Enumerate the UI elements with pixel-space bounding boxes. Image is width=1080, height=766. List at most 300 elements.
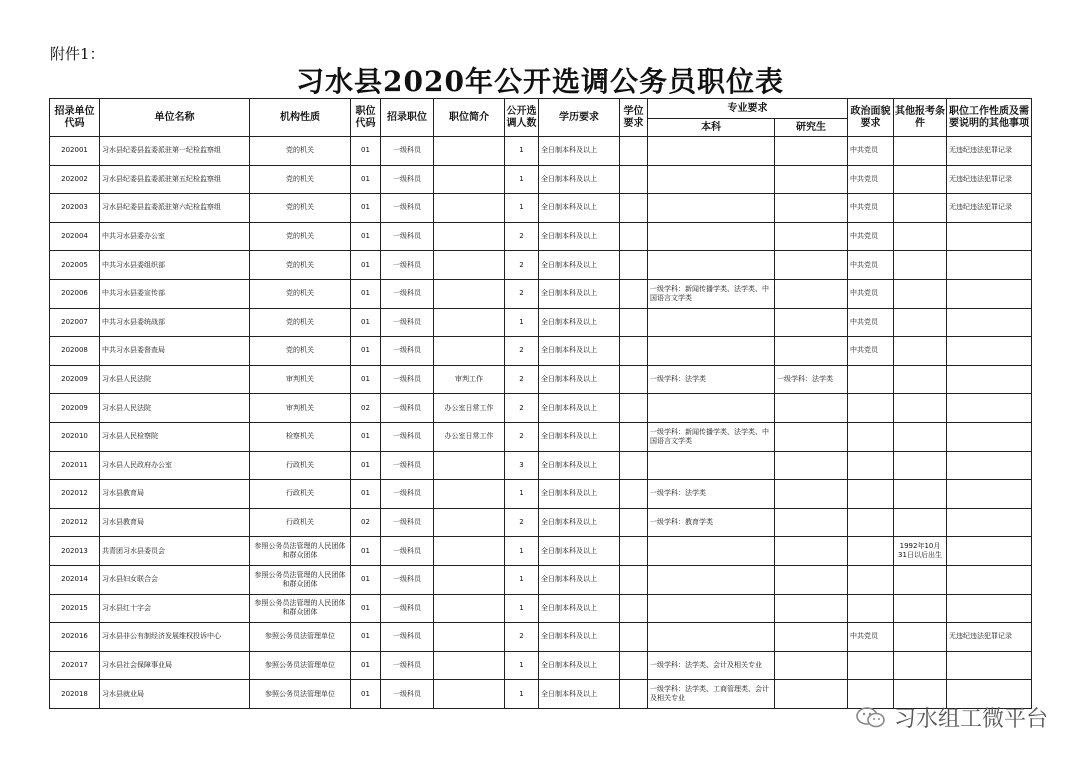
political-cell: 中共党员 <box>848 165 894 194</box>
degree-cell <box>620 537 648 566</box>
table-row <box>50 137 1032 166</box>
major-graduate-cell: 一级学科：法学类 <box>775 365 848 394</box>
political-cell: 中共党员 <box>848 308 894 337</box>
org-type-cell: 党的机关 <box>250 137 351 166</box>
major-bachelor-cell: 一级学科：教育学类 <box>648 508 775 537</box>
table-row <box>50 222 1032 251</box>
table-row <box>50 422 1032 451</box>
header-major: 专业要求 <box>648 99 848 119</box>
count-cell: 2 <box>505 623 539 652</box>
attachment-label: 附件1： <box>50 45 105 63</box>
post-code-cell: 01 <box>351 451 381 480</box>
degree-cell <box>620 137 648 166</box>
org-type-cell: 党的机关 <box>250 222 351 251</box>
post-code-cell: 01 <box>351 165 381 194</box>
table-row <box>50 508 1032 537</box>
notes-cell <box>947 251 1032 280</box>
other-conditions-cell <box>894 480 947 509</box>
major-bachelor-cell <box>648 222 775 251</box>
post-intro-cell <box>434 565 505 594</box>
major-bachelor-cell <box>648 165 775 194</box>
unit-code-cell: 202003 <box>50 194 100 223</box>
post-cell: 一级科员 <box>381 451 434 480</box>
header-other-conditions: 其他报考条件 <box>894 99 947 137</box>
unit-code-cell: 202007 <box>50 308 100 337</box>
unit-code-cell: 202002 <box>50 165 100 194</box>
other-conditions-cell <box>894 365 947 394</box>
org-type-cell: 参照公务员法管理的人民团体和群众团体 <box>250 594 351 623</box>
unit-name-cell: 中共习水县委组织部 <box>100 251 250 280</box>
post-intro-cell <box>434 279 505 308</box>
post-intro-cell <box>434 680 505 709</box>
table-row <box>50 394 1032 423</box>
notes-cell: 无违纪违法犯罪记录 <box>947 137 1032 166</box>
org-type-cell: 行政机关 <box>250 480 351 509</box>
major-bachelor-cell <box>648 451 775 480</box>
table-row <box>50 480 1032 509</box>
org-type-cell: 党的机关 <box>250 251 351 280</box>
degree-cell <box>620 337 648 366</box>
major-graduate-cell <box>775 251 848 280</box>
table-row <box>50 337 1032 366</box>
header-post-code: 职位代码 <box>351 99 381 137</box>
education-cell: 全日制本科及以上 <box>539 565 620 594</box>
count-cell: 1 <box>505 137 539 166</box>
post-intro-cell <box>434 251 505 280</box>
watermark-text: 习水组工微平台 <box>893 707 1048 732</box>
count-cell: 1 <box>505 480 539 509</box>
other-conditions-cell <box>894 422 947 451</box>
post-code-cell: 01 <box>351 365 381 394</box>
notes-cell <box>947 394 1032 423</box>
unit-name-cell: 中共习水县委宣传部 <box>100 279 250 308</box>
count-cell: 3 <box>505 451 539 480</box>
post-cell: 一级科员 <box>381 623 434 652</box>
unit-name-cell: 习水县纪委县监委派驻第五纪检监察组 <box>100 165 250 194</box>
education-cell: 全日制本科及以上 <box>539 594 620 623</box>
post-intro-cell <box>434 137 505 166</box>
post-code-cell: 01 <box>351 337 381 366</box>
notes-cell <box>947 337 1032 366</box>
org-type-cell: 审判机关 <box>250 394 351 423</box>
degree-cell <box>620 508 648 537</box>
count-cell: 2 <box>505 365 539 394</box>
degree-cell <box>620 308 648 337</box>
political-cell: 中共党员 <box>848 222 894 251</box>
table-row <box>50 251 1032 280</box>
degree-cell <box>620 680 648 709</box>
org-type-cell: 党的机关 <box>250 308 351 337</box>
org-type-cell: 参照公务员法管理单位 <box>250 623 351 652</box>
post-intro-cell <box>434 537 505 566</box>
education-cell: 全日制本科及以上 <box>539 279 620 308</box>
other-conditions-cell <box>894 165 947 194</box>
header-education: 学历要求 <box>539 99 620 137</box>
post-cell: 一级科员 <box>381 222 434 251</box>
major-bachelor-cell <box>648 194 775 223</box>
major-bachelor-cell: 一级学科：法学类 <box>648 480 775 509</box>
count-cell: 1 <box>505 194 539 223</box>
unit-name-cell: 习水县人民检察院 <box>100 422 250 451</box>
education-cell: 全日制本科及以上 <box>539 251 620 280</box>
notes-cell <box>947 594 1032 623</box>
degree-cell <box>620 565 648 594</box>
political-cell <box>848 594 894 623</box>
post-code-cell: 01 <box>351 565 381 594</box>
degree-cell <box>620 623 648 652</box>
notes-cell <box>947 565 1032 594</box>
political-cell <box>848 451 894 480</box>
table-row <box>50 651 1032 680</box>
count-cell: 1 <box>505 680 539 709</box>
other-conditions-cell: 1992年10月31日以后出生 <box>894 537 947 566</box>
org-type-cell: 党的机关 <box>250 279 351 308</box>
table-row <box>50 451 1032 480</box>
education-cell: 全日制本科及以上 <box>539 137 620 166</box>
post-code-cell: 01 <box>351 537 381 566</box>
major-graduate-cell <box>775 623 848 652</box>
unit-code-cell: 202009 <box>50 365 100 394</box>
political-cell: 中共党员 <box>848 337 894 366</box>
post-cell: 一级科员 <box>381 508 434 537</box>
post-cell: 一级科员 <box>381 308 434 337</box>
post-code-cell: 01 <box>351 308 381 337</box>
post-code-cell: 01 <box>351 651 381 680</box>
post-code-cell: 01 <box>351 222 381 251</box>
other-conditions-cell <box>894 623 947 652</box>
post-code-cell: 02 <box>351 508 381 537</box>
post-cell: 一级科员 <box>381 422 434 451</box>
org-type-cell: 参照公务员法管理的人民团体和群众团体 <box>250 565 351 594</box>
count-cell: 1 <box>505 537 539 566</box>
other-conditions-cell <box>894 279 947 308</box>
other-conditions-cell <box>894 308 947 337</box>
org-type-cell: 参照公务员法管理的人民团体和群众团体 <box>250 537 351 566</box>
degree-cell <box>620 222 648 251</box>
political-cell <box>848 508 894 537</box>
unit-name-cell: 习水县人民法院 <box>100 394 250 423</box>
major-bachelor-cell: 一级学科：法学类、工商管理类、会计及相关专业 <box>648 680 775 709</box>
post-cell: 一级科员 <box>381 365 434 394</box>
notes-cell <box>947 508 1032 537</box>
table-row <box>50 194 1032 223</box>
political-cell <box>848 537 894 566</box>
wechat-icon <box>856 706 886 730</box>
degree-cell <box>620 451 648 480</box>
table-row <box>50 623 1032 652</box>
major-bachelor-cell: 一级学科：新闻传播学类、法学类、中国语言文学类 <box>648 422 775 451</box>
major-bachelor-cell: 一级学科：法学类、会计及相关专业 <box>648 651 775 680</box>
political-cell <box>848 422 894 451</box>
unit-code-cell: 202018 <box>50 680 100 709</box>
major-bachelor-cell <box>648 565 775 594</box>
major-bachelor-cell <box>648 394 775 423</box>
count-cell: 1 <box>505 594 539 623</box>
org-type-cell: 审判机关 <box>250 365 351 394</box>
degree-cell <box>620 594 648 623</box>
post-cell: 一级科员 <box>381 194 434 223</box>
count-cell: 2 <box>505 422 539 451</box>
unit-name-cell: 习水县教育局 <box>100 480 250 509</box>
major-graduate-cell <box>775 680 848 709</box>
education-cell: 全日制本科及以上 <box>539 165 620 194</box>
education-cell: 全日制本科及以上 <box>539 623 620 652</box>
count-cell: 1 <box>505 165 539 194</box>
major-graduate-cell <box>775 394 848 423</box>
post-cell: 一级科员 <box>381 680 434 709</box>
political-cell <box>848 394 894 423</box>
unit-name-cell: 习水县纪委县监委派驻第六纪检监察组 <box>100 194 250 223</box>
org-type-cell: 党的机关 <box>250 165 351 194</box>
political-cell: 中共党员 <box>848 251 894 280</box>
post-intro-cell <box>434 651 505 680</box>
post-cell: 一级科员 <box>381 279 434 308</box>
post-cell: 一级科员 <box>381 594 434 623</box>
table-row <box>50 365 1032 394</box>
education-cell: 全日制本科及以上 <box>539 337 620 366</box>
major-graduate-cell <box>775 337 848 366</box>
major-graduate-cell <box>775 422 848 451</box>
political-cell: 中共党员 <box>848 137 894 166</box>
post-intro-cell: 办公室日常工作 <box>434 422 505 451</box>
unit-name-cell: 习水县妇女联合会 <box>100 565 250 594</box>
post-cell: 一级科员 <box>381 537 434 566</box>
major-graduate-cell <box>775 451 848 480</box>
major-graduate-cell <box>775 565 848 594</box>
unit-name-cell: 中共习水县委统战部 <box>100 308 250 337</box>
post-intro-cell <box>434 480 505 509</box>
unit-name-cell: 习水县非公有制经济发展维权投诉中心 <box>100 623 250 652</box>
degree-cell <box>620 194 648 223</box>
post-cell: 一级科员 <box>381 337 434 366</box>
header-major-graduate: 研究生 <box>775 119 848 137</box>
major-graduate-cell <box>775 537 848 566</box>
post-intro-cell <box>434 165 505 194</box>
unit-code-cell: 202017 <box>50 651 100 680</box>
education-cell: 全日制本科及以上 <box>539 365 620 394</box>
post-code-cell: 01 <box>351 680 381 709</box>
degree-cell <box>620 251 648 280</box>
other-conditions-cell <box>894 251 947 280</box>
unit-name-cell: 习水县教育局 <box>100 508 250 537</box>
org-type-cell: 党的机关 <box>250 337 351 366</box>
notes-cell <box>947 365 1032 394</box>
table-row <box>50 308 1032 337</box>
notes-cell: 无违纪违法犯罪记录 <box>947 623 1032 652</box>
post-code-cell: 01 <box>351 137 381 166</box>
count-cell: 2 <box>505 508 539 537</box>
post-code-cell: 02 <box>351 394 381 423</box>
unit-name-cell: 中共习水县委办公室 <box>100 222 250 251</box>
unit-name-cell: 共青团习水县委员会 <box>100 537 250 566</box>
header-post-intro: 职位简介 <box>434 99 505 137</box>
org-type-cell: 检察机关 <box>250 422 351 451</box>
count-cell: 2 <box>505 251 539 280</box>
org-type-cell: 行政机关 <box>250 451 351 480</box>
degree-cell <box>620 165 648 194</box>
political-cell <box>848 480 894 509</box>
major-bachelor-cell <box>648 537 775 566</box>
major-graduate-cell <box>775 508 848 537</box>
political-cell <box>848 651 894 680</box>
political-cell: 中共党员 <box>848 279 894 308</box>
unit-name-cell: 习水县纪委县监委派驻第一纪检监察组 <box>100 137 250 166</box>
other-conditions-cell <box>894 508 947 537</box>
notes-cell <box>947 537 1032 566</box>
unit-code-cell: 202004 <box>50 222 100 251</box>
post-intro-cell <box>434 222 505 251</box>
org-type-cell: 参照公务员法管理单位 <box>250 680 351 709</box>
political-cell <box>848 565 894 594</box>
unit-code-cell: 202008 <box>50 337 100 366</box>
other-conditions-cell <box>894 137 947 166</box>
table-row <box>50 279 1032 308</box>
table-row <box>50 165 1032 194</box>
unit-code-cell: 202010 <box>50 422 100 451</box>
count-cell: 1 <box>505 565 539 594</box>
other-conditions-cell <box>894 565 947 594</box>
post-code-cell: 01 <box>351 279 381 308</box>
post-cell: 一级科员 <box>381 394 434 423</box>
header-degree: 学位要求 <box>620 99 648 137</box>
degree-cell <box>620 422 648 451</box>
unit-code-cell: 202001 <box>50 137 100 166</box>
major-graduate-cell <box>775 137 848 166</box>
post-intro-cell <box>434 308 505 337</box>
education-cell: 全日制本科及以上 <box>539 537 620 566</box>
watermark <box>856 702 1048 733</box>
unit-code-cell: 202015 <box>50 594 100 623</box>
major-bachelor-cell <box>648 623 775 652</box>
post-intro-cell <box>434 451 505 480</box>
major-graduate-cell <box>775 594 848 623</box>
org-type-cell: 参照公务员法管理单位 <box>250 651 351 680</box>
degree-cell <box>620 394 648 423</box>
notes-cell <box>947 480 1032 509</box>
education-cell: 全日制本科及以上 <box>539 308 620 337</box>
table-row <box>50 594 1032 623</box>
major-graduate-cell <box>775 222 848 251</box>
unit-code-cell: 202012 <box>50 480 100 509</box>
major-bachelor-cell <box>648 308 775 337</box>
table-row <box>50 565 1032 594</box>
unit-code-cell: 202014 <box>50 565 100 594</box>
org-type-cell: 党的机关 <box>250 194 351 223</box>
other-conditions-cell <box>894 594 947 623</box>
degree-cell <box>620 651 648 680</box>
post-code-cell: 01 <box>351 422 381 451</box>
post-intro-cell <box>434 337 505 366</box>
header-unit-name: 单位名称 <box>100 99 250 137</box>
post-cell: 一级科员 <box>381 565 434 594</box>
unit-code-cell: 202006 <box>50 279 100 308</box>
education-cell: 全日制本科及以上 <box>539 480 620 509</box>
post-intro-cell <box>434 508 505 537</box>
education-cell: 全日制本科及以上 <box>539 394 620 423</box>
major-graduate-cell <box>775 480 848 509</box>
major-bachelor-cell <box>648 251 775 280</box>
education-cell: 全日制本科及以上 <box>539 451 620 480</box>
header-unit-code: 招录单位代码 <box>50 99 100 137</box>
count-cell: 1 <box>505 308 539 337</box>
unit-code-cell: 202013 <box>50 537 100 566</box>
political-cell <box>848 365 894 394</box>
other-conditions-cell <box>894 194 947 223</box>
other-conditions-cell <box>894 337 947 366</box>
notes-cell <box>947 651 1032 680</box>
other-conditions-cell <box>894 394 947 423</box>
notes-cell <box>947 279 1032 308</box>
post-intro-cell <box>434 194 505 223</box>
education-cell: 全日制本科及以上 <box>539 680 620 709</box>
degree-cell <box>620 480 648 509</box>
header-post: 招录职位 <box>381 99 434 137</box>
education-cell: 全日制本科及以上 <box>539 222 620 251</box>
post-intro-cell <box>434 623 505 652</box>
major-bachelor-cell <box>648 594 775 623</box>
header-count: 公开选调人数 <box>505 99 539 137</box>
notes-cell: 无违纪违法犯罪记录 <box>947 194 1032 223</box>
political-cell: 中共党员 <box>848 194 894 223</box>
post-cell: 一级科员 <box>381 480 434 509</box>
post-cell: 一级科员 <box>381 251 434 280</box>
unit-name-cell: 习水县红十字会 <box>100 594 250 623</box>
notes-cell: 无违纪违法犯罪记录 <box>947 165 1032 194</box>
unit-code-cell: 202009 <box>50 394 100 423</box>
count-cell: 1 <box>505 651 539 680</box>
unit-code-cell: 202012 <box>50 508 100 537</box>
education-cell: 全日制本科及以上 <box>539 508 620 537</box>
header-political: 政治面貌要求 <box>848 99 894 137</box>
post-cell: 一级科员 <box>381 165 434 194</box>
major-bachelor-cell: 一级学科：新闻传播学类、法学类、中国语言文学类 <box>648 279 775 308</box>
header-major-bachelor: 本科 <box>648 119 775 137</box>
post-cell: 一级科员 <box>381 137 434 166</box>
post-code-cell: 01 <box>351 194 381 223</box>
post-code-cell: 01 <box>351 623 381 652</box>
org-type-cell: 行政机关 <box>250 508 351 537</box>
notes-cell <box>947 451 1032 480</box>
major-graduate-cell <box>775 651 848 680</box>
unit-code-cell: 202011 <box>50 451 100 480</box>
education-cell: 全日制本科及以上 <box>539 194 620 223</box>
other-conditions-cell <box>894 222 947 251</box>
post-code-cell: 01 <box>351 480 381 509</box>
count-cell: 2 <box>505 337 539 366</box>
degree-cell <box>620 365 648 394</box>
notes-cell <box>947 308 1032 337</box>
post-intro-cell: 办公室日常工作 <box>434 394 505 423</box>
post-intro-cell <box>434 594 505 623</box>
other-conditions-cell <box>894 451 947 480</box>
post-code-cell: 01 <box>351 251 381 280</box>
count-cell: 2 <box>505 222 539 251</box>
unit-name-cell: 习水县人民政府办公室 <box>100 451 250 480</box>
header-org-type: 机构性质 <box>250 99 351 137</box>
positions-table <box>49 98 1032 709</box>
table-row <box>50 537 1032 566</box>
count-cell: 2 <box>505 279 539 308</box>
unit-name-cell: 习水县社会保障事业局 <box>100 651 250 680</box>
unit-name-cell: 中共习水县委督查局 <box>100 337 250 366</box>
unit-code-cell: 202005 <box>50 251 100 280</box>
other-conditions-cell <box>894 651 947 680</box>
major-bachelor-cell: 一级学科：法学类 <box>648 365 775 394</box>
post-code-cell: 01 <box>351 594 381 623</box>
degree-cell <box>620 279 648 308</box>
major-graduate-cell <box>775 279 848 308</box>
notes-cell <box>947 422 1032 451</box>
